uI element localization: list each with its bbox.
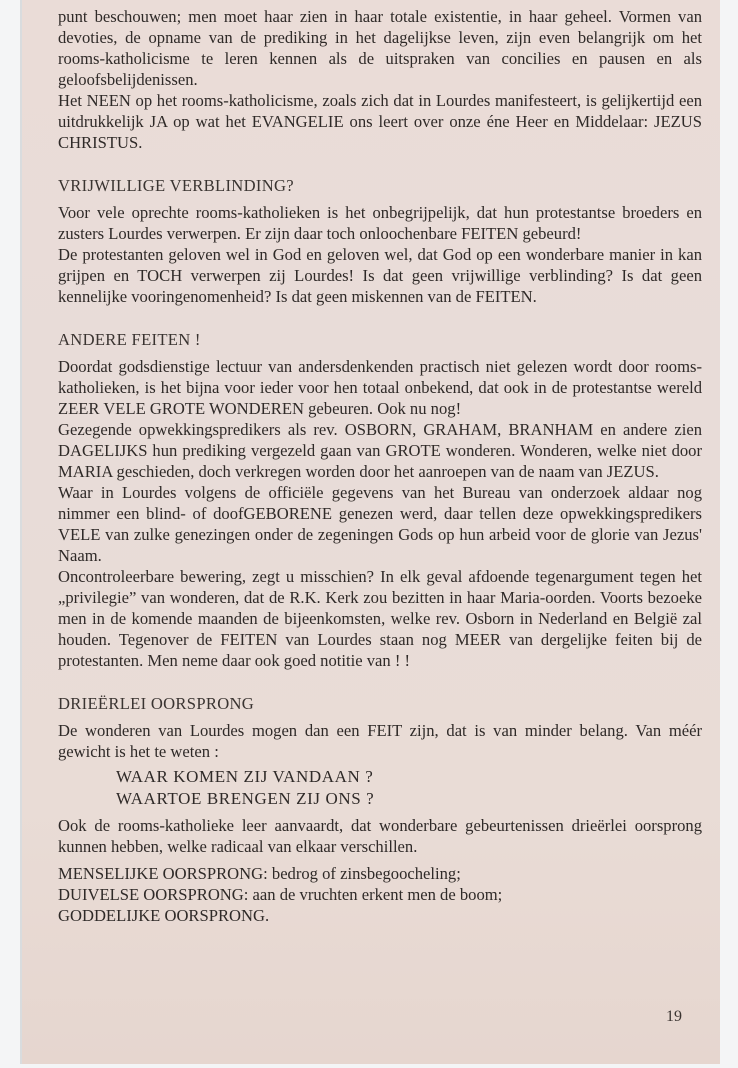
paragraph: De protestanten geloven wel in God en geloven wel, dat God op een wonderbare manier in kan grijpen en TOCH verwerpen zij Lourdes! Is dat geen vrijwillige verblinding? Is dat geen kennelijke vooringenomenheid? Is dat geen miskennen van de FEITEN. — [58, 245, 702, 306]
paragraph: Voor vele oprechte rooms-katholieken is het onbegrijpelijk, dat hun protestantse broeders en zusters Lourdes verwerpen. Er zijn daar toch onloochenbare FEITEN gebeurd! — [58, 203, 702, 243]
page-number: 19 — [666, 1008, 682, 1025]
paragraph: Gezegende opwekkingspredikers als rev. OSBORN, GRAHAM, BRANHAM en andere zien DAGELIJKS hun prediking vergezeld gaan van GROTE wonderen. Wonderen, welke niet door MARIA geschieden, doch verkregen worden door het aanroepen van de naam van JEZUS. — [58, 420, 702, 481]
paragraph: Oncontroleerbare bewering, zegt u misschien? In elk geval afdoende tegenargument tegen het „privilegie” van wonderen, dat de R.K. Kerk zou bezitten in haar Maria-oorden. Voorts bezoeke men in de komende maanden de bijeenkomsten, welke rev. Osborn in Nederland en België zal houden. Tegenover de FEITEN van Lourdes staan nog MEER van dergelijke feiten bij de protestanten. Men neme daar ook goed notitie van ! ! — [58, 567, 702, 670]
page-content — [58, 6, 702, 926]
origin-item: MENSELIJKE OORSPRONG: bedrog of zinsbegoocheling; — [58, 864, 461, 883]
origins-list — [58, 863, 702, 926]
section-heading: DRIEËRLEI OORSPRONG — [58, 694, 255, 713]
section-heading: VRIJWILLIGE VERBLINDING? — [58, 176, 294, 195]
question: WAARTOE BRENGEN ZIJ ONS ? — [116, 789, 375, 808]
intro-paragraph: Het NEEN op het rooms-katholicisme, zoals zich dat in Lourdes manifesteert, is gelijkertijd een uitdrukkelijk JA op wat het EVANGELIE ons leert over onze éne Heer en Middelaar: JEZUS CHRISTUS. — [58, 91, 702, 152]
section-vrijwillige-verblinding — [58, 175, 702, 307]
questions-block — [58, 766, 702, 810]
intro-paragraph: punt beschouwen; men moet haar zien in haar totale existentie, in haar geheel. Vormen van devoties, de opname van de prediking in het dagelijkse leven, zijn even belangrijk om het rooms-katholicisme te leren kennen als de uitspraken van concilies en pausen en als geloofsbelijdenissen. — [58, 7, 702, 89]
paragraph: Doordat godsdienstige lectuur van andersdenkenden practisch niet gelezen wordt door rooms-katholieken, is het bijna voor ieder voor hen totaal onbekend, dat ook in de protestantse wereld ZEER VELE GROTE WONDEREN gebeuren. Ook nu nog! — [58, 357, 702, 418]
origin-item: GODDELIJKE OORSPRONG. — [58, 906, 270, 925]
origin-item: DUIVELSE OORSPRONG: aan de vruchten erkent men de boom; — [58, 885, 503, 904]
section-heading: ANDERE FEITEN ! — [58, 330, 201, 349]
paragraph: Waar in Lourdes volgens de officiële gegevens van het Bureau van onderzoek aldaar nog nimmer een blind- of doofGEBORENE genezen werd, daar tellen deze opwekkingspredikers VELE van zulke genezingen onder de zegeningen Gods op hun arbeid voor de glorie van Jezus' Naam. — [58, 483, 702, 565]
paragraph: Ook de rooms-katholieke leer aanvaardt, dat wonderbare gebeurtenissen drieërlei oorsprong kunnen hebben, welke radicaal van elkaar verschillen. — [58, 816, 702, 856]
section-andere-feiten — [58, 329, 702, 671]
section-drieerlei-oorsprong — [58, 693, 702, 926]
question: WAAR KOMEN ZIJ VANDAAN ? — [116, 767, 374, 786]
book-page — [20, 0, 720, 1064]
paragraph: De wonderen van Lourdes mogen dan een FEIT zijn, dat is van minder belang. Van méér gewicht is het te weten : — [58, 721, 702, 761]
